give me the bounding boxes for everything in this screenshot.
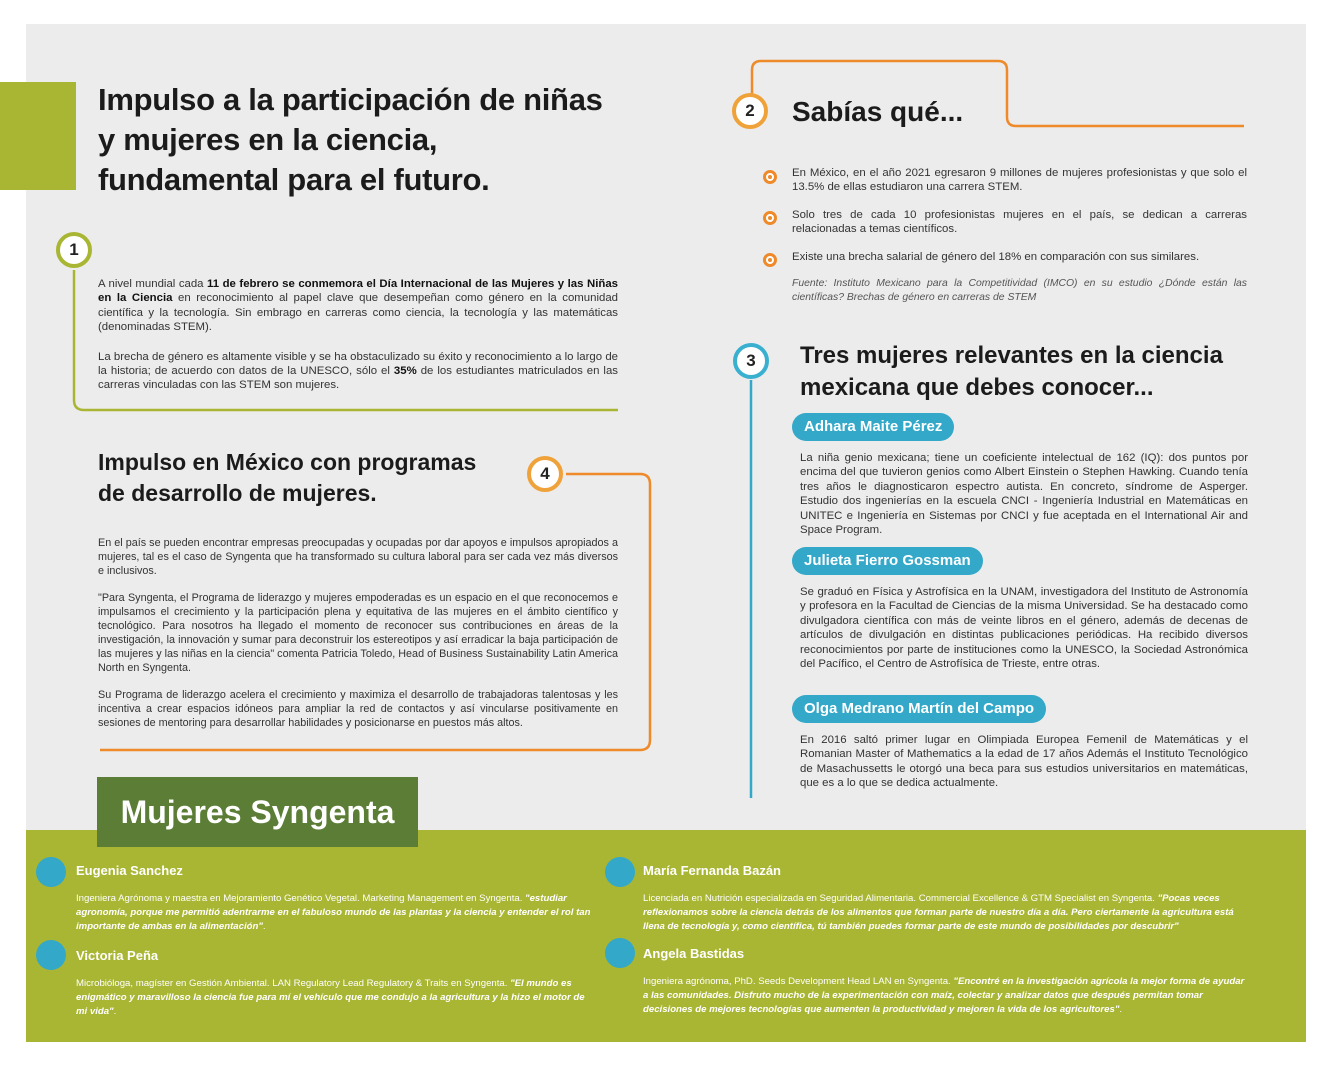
scientist-bio: Se graduó en Física y Astrofísica en la UNAM, investigadora del Instituto de Astronomía y profesora en la Facultad de Ciencias de la misma Universidad. Se ha destacado como divulgadora científica con más de veinte libros en el género, además de decenas de artículos de divulgación en distintas publicaciones periódicas. Ha recibido diversos reconocimientos por parte de instituciones como la UNESCO, la Sociedad Astronómica del Pacífico, el Centro de Astrofísica de Trieste, entre otras. <box>800 586 1248 671</box>
source-note: Fuente: Instituto Mexicano para la Competitividad (IMCO) en su estudio ¿Dónde están las científicas? Brechas de género en carreras de STEM <box>792 278 1247 303</box>
section4-body <box>98 536 618 730</box>
section3-heading: Tres mujeres relevantes en la ciencia mexicana que debes conocer... <box>800 342 1223 401</box>
section4-number-badge: 4 <box>527 456 563 492</box>
person-name: Angela Bastidas <box>643 946 745 961</box>
section2-number-badge: 2 <box>732 93 768 129</box>
syngenta-banner: Mujeres Syngenta <box>97 777 418 847</box>
title-line-3: fundamental para el futuro. <box>98 162 490 197</box>
fact-2: Solo tres de cada 10 profesionistas mujeres en el país, se dedican a carreras relacionadas a temas científicos. <box>792 209 1247 236</box>
bullet-icon <box>763 253 777 267</box>
person-description: Ingeniera Agrónoma y maestra en Mejoramiento Genético Vegetal. Marketing Management en Syngenta. "estudiar agronomía, porque me permitió adentrarme en el fabuloso mundo de las plantas y la ciencia y entender el rol tan importante de ambas en la alimentación". <box>76 893 591 932</box>
title-line-1: Impulso a la participación de niñas <box>98 82 603 117</box>
person-description: Licenciada en Nutrición especializada en Seguridad Alimentaria. Commercial Excellence & GTM Specialist en Syngenta. "Pocas veces reflexionamos sobre la ciencia detrás de los alimentos que forman parte de nuestro día a día. Pero ciertamente la agricultura está llena de tecnología y, como científica, tú también puedes formar parte de este mundo de posibilidades por descubrir" <box>643 893 1234 932</box>
person-avatar <box>605 938 635 968</box>
section1-paragraph-1: A nivel mundial cada 11 de febrero se conmemora el Día Internacional de las Mujeres y las Niñas en la Ciencia en reconocimiento al papel clave que desempeñan como género en la comunidad científica y la tecnología. Sin embrago en carreras como ciencia, la tecnología y las matemáticas (denominadas STEM). <box>98 278 618 334</box>
scientist-name-pill: Olga Medrano Martín del Campo <box>792 695 1046 723</box>
person-name: María Fernanda Bazán <box>643 863 781 878</box>
title-line-2: y mujeres en la ciencia, <box>98 122 438 157</box>
person-avatar <box>36 857 66 887</box>
scientist-name-pill: Julieta Fierro Gossman <box>792 547 983 575</box>
person-description: Ingeniera agrónoma, PhD. Seeds Development Head LAN en Syngenta. "Encontré en la investigación agrícola la mejor forma de ayudar a las comunidades. Disfruto mucho de la experimentación con maíz, colectar y analizar datos que después permitan tomar decisiones de mejores tecnologías que aumenten la productividad y mejoren la vida de los agricultores". <box>643 976 1245 1015</box>
bullet-icon <box>763 211 777 225</box>
section4-paragraph: Su Programa de liderazgo acelera el crecimiento y maximiza el desarrollo de trabajadoras talentosas y les incentiva a crear espacios idóneos para ampliar la red de contactos y así vincularse positivamente en sesiones de mentoring para desarrollar habilidades y posicionarse en puestos más altos. <box>98 689 618 729</box>
section4-heading: Impulso en México con programas de desarrollo de mujeres. <box>98 449 477 506</box>
scientist-name-pill: Adhara Maite Pérez <box>792 413 954 441</box>
person-name: Victoria Peña <box>76 948 159 963</box>
fact-1: En México, en el año 2021 egresaron 9 millones de mujeres profesionistas y que solo el 13.5% de ellas estudiaron una carrera STEM. <box>792 167 1247 194</box>
person-name: Eugenia Sanchez <box>76 863 183 878</box>
page-title <box>98 80 638 200</box>
section4-paragraph: "Para Syngenta, el Programa de liderazgo y mujeres empoderadas es un espacio en el que reconocemos e impulsamos el crecimiento y la participación plena y equitativa de las mujeres en el ámbito científico y tecnológico. Para nosotros ha llegado el momento de reconocer sus contribuciones en áreas de la investigación, la innovación y sumar para deconstruir los estereotipos y así erradicar la baja participación de las mujeres y las niñas en la ciencia" comenta Patricia Toledo, Head of Business Sustainability Latin America North en Syngenta. <box>98 592 618 674</box>
fact-3: Existe una brecha salarial de género del 18% en comparación con sus similares. <box>792 251 1200 263</box>
person-description: Microbióloga, magíster en Gestión Ambiental. LAN Regulatory Lead Regulatory & Traits en Syngenta. "El mundo es enigmático y maravilloso la ciencia fue para mí el vehículo que me condujo a la agricultura y la hizo el motor de mi vida". <box>76 978 585 1017</box>
scientist-bio: La niña genio mexicana; tiene un coeficiente intelectual de 162 (IQ): dos puntos por encima del que tuvieron genios como Albert Einstein o Stephen Hawking. Cuando tenía tres años le diagnosticaron espectro autista. En concreto, síndrome de Asperger. Estudio dos ingenierías en la escuela CNCI - Ingeniería Industrial en Matemáticas en UNITEC e Ingeniería en Sistemas por CNCI y fue aceptada en el International Air and Space Program. <box>800 452 1248 537</box>
section1-number-badge: 1 <box>56 232 92 268</box>
section1-body <box>98 277 618 393</box>
section2-heading: Sabías qué... <box>792 96 964 127</box>
section1-paragraph-2: La brecha de género es altamente visible y se ha obstaculizado su éxito y reconocimiento a lo largo de la historia; de acuerdo con datos de la UNESCO, sólo el 35% de los estudiantes matriculados en las carreras vinculadas con las STEM son mujeres. <box>98 350 618 392</box>
person-avatar <box>605 857 635 887</box>
scientist-bio: En 2016 saltó primer lugar en Olimpiada Europea Femenil de Matemáticas y el Romanian Master of Mathematics a la edad de 17 años Además el Instituto Tecnológico de Masachussetts le otorgó una beca para sus estudios universitarios en matemáticas, que es a lo que se dedica actualmente. <box>800 734 1248 790</box>
section3-number-badge: 3 <box>733 343 769 379</box>
bullet-icon <box>763 170 777 184</box>
section4-paragraph: En el país se pueden encontrar empresas preocupadas y ocupadas por dar apoyos e impulsos apropiados a mujeres, tal es el caso de Syngenta que ha transformado su cultura laboral para ser cada vez más diversos e inclusivos. <box>98 537 618 577</box>
person-avatar <box>36 940 66 970</box>
